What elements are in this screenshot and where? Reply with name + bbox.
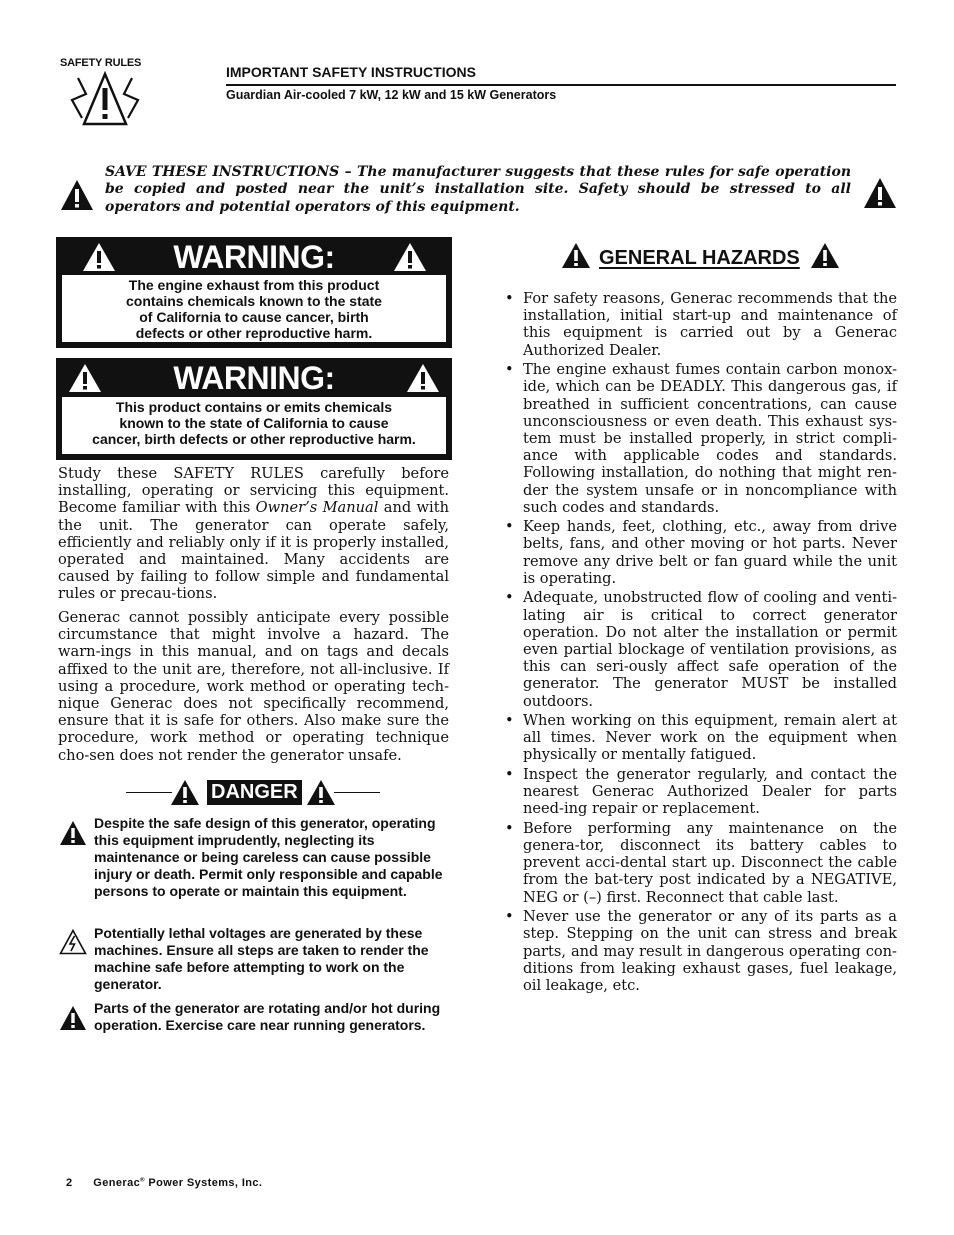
warning-line: contains chemicals known to the state [126,293,382,309]
warning-triangle-icon [60,178,94,212]
list-item [505,908,897,994]
list-item-text: Inspect the generator regularly, and contact the nearest Generac Authorized Dealer for parts need-ing repair or replacement. [523,765,897,818]
warning-triangle-icon [59,1005,87,1031]
danger-item-lethal-voltages: Potentially lethal voltages are generated by these machines. Ensure all steps are taken to render the machine safe before attempting to work on the generator. [94,925,429,993]
list-item-text: When working on this equipment, remain alert at all times. Never work on the equipment when physically or mentally fatigued. [523,712,897,764]
bullet: • [505,908,514,926]
warning-header [56,358,452,400]
list-item-text: Adequate, unobstructed flow of cooling and venti-lating air is critical to correct generator operation. Do not alter the installation or permit even partial blockage of ventilation provisions, as this can seri-ously affect safe operation of the generator. The generator MUST be installed outdoors. [523,589,897,710]
warning-triangle-icon [406,363,440,393]
bullet: • [505,819,514,837]
warning-line: of California to cause cancer, birth [139,309,369,325]
warning-triangle-icon [561,242,591,269]
list-item [505,589,897,709]
bullet: • [505,589,514,607]
warning-title: WARNING: [173,239,335,275]
electrical-hazard-icon [59,929,87,955]
paragraph-study-rules [58,465,449,603]
warning-body [62,397,446,454]
warning-line: The engine exhaust from this product [128,277,380,293]
list-item-text: The engine exhaust fumes contain carbon monox-ide, which can be DEADLY. This dangerous gas, if breathed in sufficient concentrations, can cause unconsciousness or even death. This exhaust sys-tem must be installed properly, in strict compli-ance with applicable codes and standards. Following installation, do nothing that might ren-der the system unsafe or in noncompliance with such codes and standards. [523,361,897,516]
bullet: • [505,518,514,536]
danger-item-rotating-parts: Parts of the generator are rotating and/or hot during operation. Exercise care near running generators. [94,1000,441,1034]
general-hazards-title: GENERAL HAZARDS [599,247,800,269]
logo-label: SAFETY RULES [60,57,142,69]
paragraph-text: Study these SAFETY RULES carefully before installing, operating or servicing this equipment. Become familiar with this [58,465,449,517]
list-item-text: Never use the generator or any of its parts as a step. Stepping on the unit can stress and break parts, and may result in dangerous operating con-ditions from leaking exhaust gases, fuel leakage, oil leakage, etc. [523,908,897,994]
warning-box-exhaust [56,237,452,348]
warning-triangle-icon [863,176,897,210]
save-instructions-text: SAVE THESE INSTRUCTIONS – The manufacturer suggests that these rules for safe operation be copied and posted near the unit’s installation site. Safety should be stressed to all operators and potential operators of this equipment. [105,164,851,215]
warning-line: defects or other reproductive harm. [135,325,373,341]
warning-line: This product contains or emits chemicals [115,399,393,415]
warning-box-chemicals [56,358,452,460]
general-hazards-list [505,290,897,997]
list-item-text: Keep hands, feet, clothing, etc., away from drive belts, fans, and other moving or hot parts. Never remove any drive belt or fan guard while the unit is operating. [523,518,897,587]
list-item [505,820,897,906]
warning-body [62,275,446,342]
bullet: • [505,765,514,783]
warning-title: WARNING: [173,360,335,396]
page-footer [66,1177,262,1189]
bullet: • [505,290,514,307]
list-item [505,712,897,764]
warning-triangle-icon [810,242,840,269]
warning-triangle-icon [59,820,87,846]
warning-triangle-icon [306,779,336,806]
danger-rule-left [126,792,172,793]
list-item [505,766,897,818]
registered-mark: ® [140,1177,145,1184]
paragraph-anticipate: Generac cannot possibly anticipate every possible circumstance that might involve a hazard. The warn-ings in this manual, and on tags and decals affixed to the unit are, therefore, not all-inclusive. If using a procedure, work method or operating tech-nique Generac does not specifically recommend, ensure that it is safe for others. Also make sure the procedure, work method or operating technique cho-sen does not render the generator unsafe. [58,609,449,764]
warning-triangle-icon [170,779,200,806]
bullet: • [505,361,514,379]
list-item-text: Before performing any maintenance on the genera-tor, disconnect its battery cables to prevent acci-dental start up. Disconnect the cable from the bat-tery post indicated by a NEGATIVE, NEG or (–) first. Reconnect that cable last. [523,819,897,906]
warning-triangle-icon [393,242,427,272]
company-name: Generac [93,1177,141,1189]
list-item-text: For safety reasons, Generac recommends that the installation, initial start-up and maintenance of this equipment is carried out by a Generac Authorized Dealer. [523,290,897,359]
bullet: • [505,712,514,730]
warning-header [56,237,452,279]
warning-line: cancer, birth defects or other reproductive harm. [92,431,416,447]
list-item [505,290,897,359]
paragraph-text: and with the unit. The generator can operate safely, efficiently and reliably only if it is properly installed, operated and maintained. Many accidents are caused by failing to follow simple and fundamental rules or precau-tions. [58,499,449,603]
manual-title: Owner’s Manual [255,499,379,517]
header-rule [226,84,896,86]
danger-label: DANGER [207,780,302,805]
list-item [505,361,897,516]
list-item [505,518,897,587]
company-suffix: Power Systems, Inc. [144,1177,263,1189]
danger-rule-right [334,792,380,793]
danger-item-imprudent-operation: Despite the safe design of this generator, operating this equipment imprudently, neglecting its maintenance or being careless can cause possible injury or death. Permit only responsible and capable persons to operate or maintain this equipment. [94,815,443,900]
warning-line: known to the state of California to cause [119,415,389,431]
header-title: IMPORTANT SAFETY INSTRUCTIONS [226,64,476,80]
header-subtitle: Guardian Air-cooled 7 kW, 12 kW and 15 kW Generators [226,88,557,102]
page-number: 2 [66,1177,73,1189]
